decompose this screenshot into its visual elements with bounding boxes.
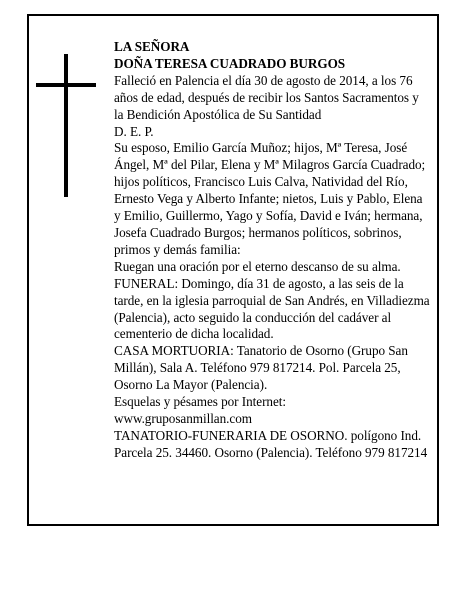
cross-horizontal-bar [36, 83, 96, 87]
obituary-text [114, 39, 430, 462]
rip-line: D. E. P. [114, 123, 154, 139]
funeral-paragraph: FUNERAL: Domingo, día 31 de agosto, a las seis de la tarde, en la iglesia parroquial de San Andrés, en Villadiezma (Palencia), acto seguido la conducción del cadáver al cementerio de dicha localidad. [114, 275, 430, 342]
condolences-label: Esquelas y pésames por Internet: [114, 394, 286, 410]
death-paragraph: Falleció en Palencia el día 30 de agosto de 2014, a los 76 años de edad, después de recibir los Santos Sacramentos y la Bendición Apostólica de Su Santidad [114, 72, 419, 122]
website-link: www.gruposanmillan.com [114, 410, 252, 426]
cross-icon [36, 54, 96, 197]
heading: LA SEÑORA [114, 39, 190, 54]
deceased-name: DOÑA TERESA CUADRADO BURGOS [114, 55, 346, 71]
cross-vertical-bar [64, 54, 68, 197]
prayer-request: Ruegan una oración por el eterno descanso de su alma. [114, 258, 401, 274]
mortuary-paragraph: CASA MORTUORIA: Tanatorio de Osorno (Grupo San Millán), Sala A. Teléfono 979 817214. Pol. Parcela 25, Osorno La Mayor (Palencia). [114, 343, 408, 393]
funeral-home-paragraph: TANATORIO-FUNERARIA DE OSORNO. polígono Ind. Parcela 25. 34460. Osorno (Palencia). Teléfono 979 817214 [114, 427, 428, 460]
family-paragraph: Su esposo, Emilio García Muñoz; hijos, Mª Teresa, José Ángel, Mª del Pilar, Elena y Mª Milagros García Cuadrado; hijos políticos, Francisco Luis Calva, Natividad del Río, Ernesto Vega y Alberto Infante; nietos, Luis y Pablo, Elena y Emilio, Guillermo, Yago y Sofía, David e Iván; hermana, Josefa Cuadrado Burgos; hermanos políticos, sobrinos, primos y demás familia: [114, 140, 426, 257]
